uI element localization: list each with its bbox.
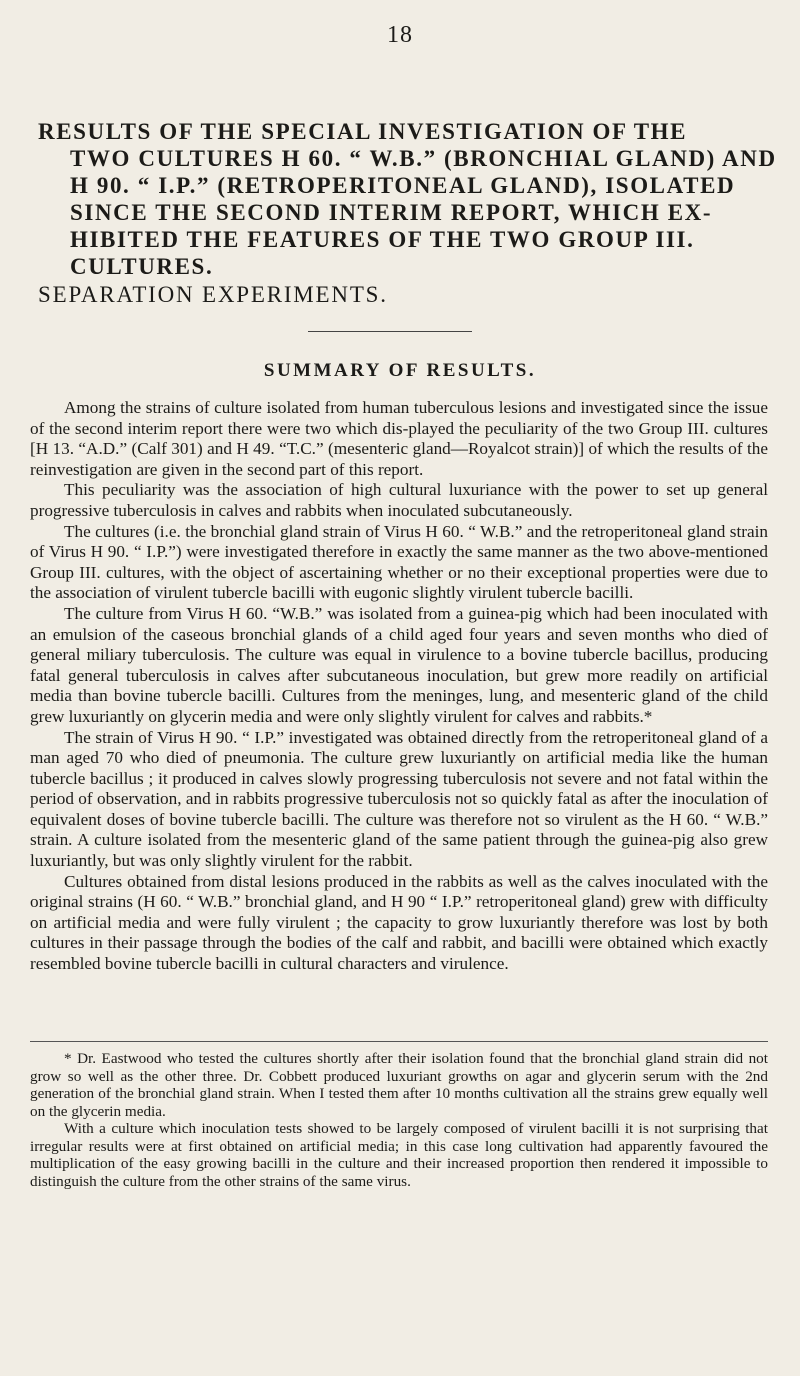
subheading: SEPARATION EXPERIMENTS. [38, 282, 388, 307]
paragraph: Cultures obtained from distal lesions produced in the rabbits as well as the calves inoculated with the original strains (H 60. “ W.B.” bronchial gland, and H 90 “ I.P.” retroperitoneal gland) grew with difficulty on artificial media and were fully virulent ; the capacity to grow luxuriantly therefore was lost by both cultures in their passage through the bodies of the calf and rabbit, and bacilli were obtained which exactly resembled bovine tubercle bacilli in cultural characters and virulence. [30, 871, 768, 974]
paragraph: The cultures (i.e. the bronchial gland strain of Virus H 60. “ W.B.” and the retroperitoneal gland strain of Virus H 90. “ I.P.”) were investigated therefore in exactly the same manner as the two above-mentioned Group III. cultures, with the object of ascertaining whether or no their exceptional properties were due to the association of virulent tubercle bacilli with eugonic slightly virulent tubercle bacilli. [30, 521, 768, 603]
paragraph: This peculiarity was the association of high cultural luxuriance with the power to set up general progressive tuberculosis in calves and rabbits when inoculated subcutaneously. [30, 480, 768, 520]
paragraph: The strain of Virus H 90. “ I.P.” investigated was obtained directly from the retroperitoneal gland of a man aged 70 who died of pneumonia. The culture grew luxuriantly on artificial media like the human tubercle bacillus ; it produced in calves slowly progressing tuberculosis not severe and not fatal within the period of observation, and in rabbits progressive tuberculosis not so quickly fatal as after the inoculation of equivalent doses of bovine tubercle bacilli. The culture was therefore not so virulent as the H 60. “ W.B.” strain. A culture isolated from the mesenteric gland of the same patient through the guinea-pig also grew luxuriantly, but was only slightly virulent for the rabbit. [30, 727, 768, 871]
body-text [30, 398, 768, 975]
section-divider [308, 331, 472, 332]
paragraph: The culture from Virus H 60. “W.B.” was isolated from a guinea-pig which had been inoculated with an emulsion of the caseous bronchial glands of a child aged four years and seven months who died of general miliary tuberculosis. The culture was equal in virulence to a bovine tubercle bacillus, producing fatal general tuberculosis in calves after subcutaneous inoculation, but grew more readily on artificial media than bovine tubercle bacilli. Cultures from the meninges, lung, and mesenteric gland of the child grew luxuriantly on glycerin media and were only slightly virulent for calves and rabbits.* [30, 603, 768, 726]
footnote: With a culture which inoculation tests showed to be largely composed of virulent bacilli it is not surprising that irregular results were at first obtained on artificial media; in this case long cultivation had apparently favoured the multiplication of the easy growing bacilli in the culture and their increased proportion then rendered it impossible to distinguish the culture from the other strains of the same virus. [30, 1120, 768, 1190]
main-heading-first-line: RESULTS OF THE SPECIAL INVESTIGATION OF THE [38, 119, 688, 144]
footnotes [30, 1050, 768, 1190]
section-title: SUMMARY OF RESULTS. [263, 360, 537, 381]
main-heading [38, 118, 778, 280]
main-heading-continuation: TWO CULTURES H 60. “ W.B.” (BRONCHIAL GLAND) AND H 90. “ I.P.” (RETROPERITONEAL GLAND), ISOLATED SINCE THE SECOND INTERIM REPORT, WHICH EX-HIBITED THE FEATURES OF THE TWO GROUP III. CULTURES. [70, 146, 777, 279]
paragraph: Among the strains of culture isolated from human tuberculous lesions and investigated since the issue of the second interim report there were two which dis-played the peculiarity of the two Group III. cultures [H 13. “A.D.” (Calf 301) and H 49. “T.C.” (mesenteric gland—Royalcot strain)] of which the results of the reinvestigation are given in the second part of this report. [30, 398, 768, 479]
page-number: 18 [387, 22, 413, 48]
footnote: * Dr. Eastwood who tested the cultures shortly after their isolation found that the bronchial gland strain did not grow so well as the other three. Dr. Cobbett produced luxuriant growths on agar and glycerin serum with the 2nd generation of the bronchial gland strain. When I tested them after 10 months cultivation all the strains grew equally well on the glycerin media. [30, 1050, 768, 1120]
footnote-divider [30, 1041, 768, 1042]
